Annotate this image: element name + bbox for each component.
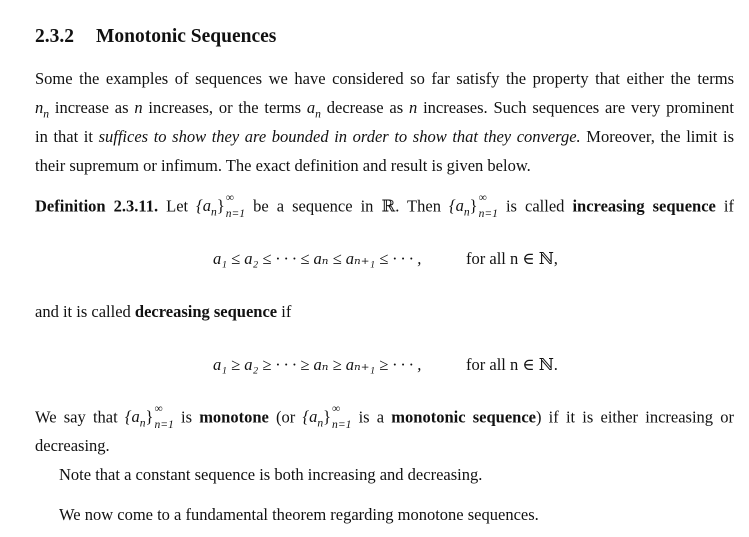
sequence-set: $\{a_n\}$ ∞ n=1 (124, 403, 174, 431)
monotone-line1: We say that $\{a_n\}$ ∞ n=1 is monotone (or $\{a_n\}$ ∞ n=1 is a monotonic sequence) if it is either increasing or (35, 403, 734, 431)
decreasing-line: and it is called decreasing sequence if (35, 302, 292, 321)
closing-paragraph: We now come to a fundamental theorem regarding monotone sequences. (59, 505, 539, 524)
equation-increasing: a₁ ≤ a₂ ≤ · · · ≤ aₙ ≤ aₙ₊₁ ≤ · · · , (213, 249, 422, 268)
section-heading (35, 26, 276, 48)
definition-label: Definition 2.3.11. (35, 196, 159, 216)
term-decreasing: decreasing sequence (134, 302, 278, 321)
emphasis-text: suffices to show they are bounded in order to show that they converge. (98, 127, 581, 146)
term-monotonic-sequence: monotonic sequence (391, 407, 536, 427)
sequence-set: $\{a_n\}$ ∞ n=1 (302, 403, 352, 431)
equation-decreasing: a₁ ≥ a₂ ≥ · · · ≥ aₙ ≥ aₙ₊₁ ≥ · · · , (213, 355, 422, 374)
para1-line2: $n_n$ increase as n increases, or the terms $a_n$ decrease as n increases. Such sequences are very prominent (35, 98, 734, 121)
note-paragraph: Note that a constant sequence is both increasing and decreasing. (59, 465, 483, 484)
term-increasing: increasing sequence (572, 196, 716, 216)
definition-line: Definition 2.3.11. Let $\{a_n\}$ ∞ n=1 be a sequence in ℝ. Then $\{a_n\}$ ∞ n=1 is called increasing sequence if (35, 192, 734, 220)
equation-increasing-condition: for all n ∈ ℕ, (466, 249, 558, 268)
para1-line4: their supremum or infimum. The exact definition and result is given below. (35, 156, 531, 175)
sequence-set: $\{a_n\}$ ∞ n=1 (196, 192, 246, 220)
sequence-set: $\{a_n\}$ ∞ n=1 (449, 192, 498, 220)
section-number: 2.3.2 (35, 26, 74, 47)
monotone-line2: decreasing. (35, 436, 110, 455)
para1-line3: in that it suffices to show they are bounded in order to show that they converge. Moreover, the limit is (35, 127, 735, 146)
equation-decreasing-condition: for all n ∈ ℕ. (466, 355, 558, 374)
para1-line1: Some the examples of sequences we have considered so far satisfy the property that either the terms (35, 69, 734, 88)
section-title: Monotonic Sequences (96, 26, 277, 47)
term-monotone: monotone (199, 407, 269, 427)
